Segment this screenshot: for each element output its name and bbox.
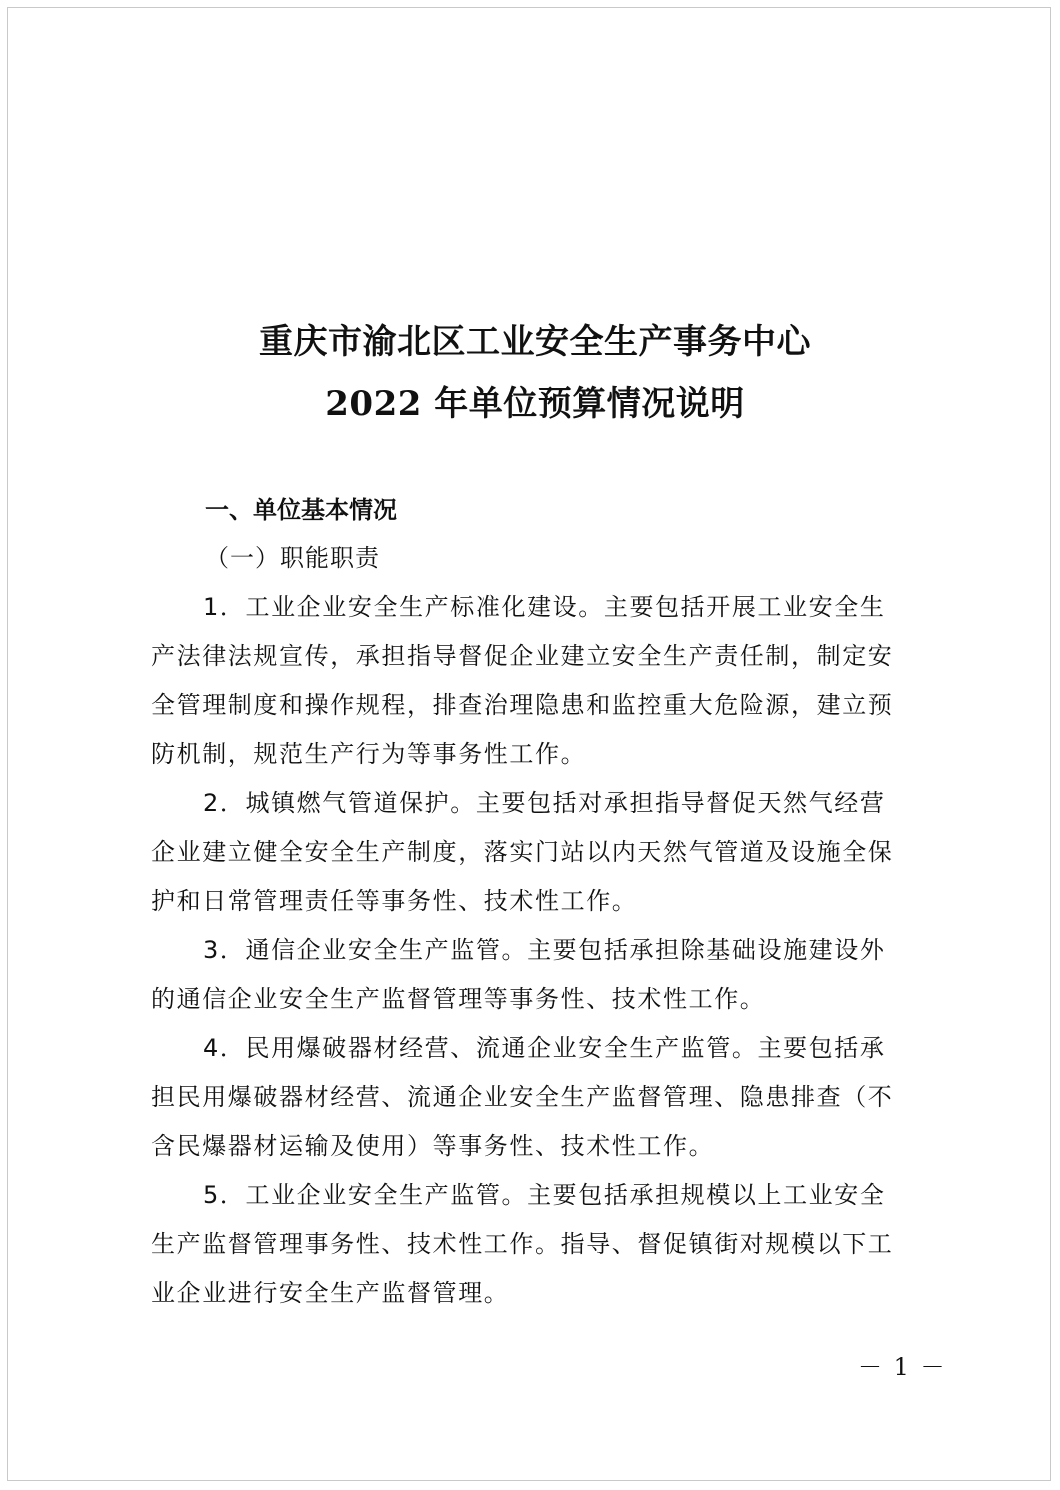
paragraph-line: 生产监督管理事务性、技术性工作。指导、督促镇街对规模以下工 (151, 1230, 894, 1258)
paragraph-line: 4．民用爆破器材经营、流通企业安全生产监管。主要包括承 (203, 1034, 886, 1062)
paragraph-line: 3．通信企业安全生产监管。主要包括承担除基础设施建设外 (203, 936, 886, 964)
paragraph-line: 护和日常管理责任等事务性、技术性工作。 (151, 887, 638, 915)
paragraph-line: 防机制，规范生产行为等事务性工作。 (151, 740, 587, 768)
paragraph-line: 含民爆器材运输及使用）等事务性、技术性工作。 (151, 1132, 715, 1160)
paragraph-line: 产法律法规宣传，承担指导督促企业建立安全生产责任制，制定安 (151, 642, 894, 670)
paragraph-line: 全管理制度和操作规程，排查治理隐患和监控重大危险源，建立预 (151, 691, 894, 719)
paragraph-line: 企业建立健全安全生产制度，落实门站以内天然气管道及设施全保 (151, 838, 894, 866)
page-number: － 1 － (858, 1353, 947, 1381)
paragraph-line: 5．工业企业安全生产监管。主要包括承担规模以上工业安全 (203, 1181, 886, 1209)
paragraph-line: 的通信企业安全生产监督管理等事务性、技术性工作。 (151, 985, 766, 1013)
document-title-line-2: 2022 年单位预算情况说明 (325, 384, 745, 424)
paragraph-line: 业企业进行安全生产监督管理。 (151, 1279, 510, 1307)
subsection-heading: （一）职能职责 (205, 544, 380, 572)
paragraph-line: 2．城镇燃气管道保护。主要包括对承担指导督促天然气经营 (203, 789, 886, 817)
document-title-line-1: 重庆市渝北区工业安全生产事务中心 (259, 322, 811, 362)
section-heading: 一、单位基本情况 (205, 496, 397, 524)
paragraph-line: 1．工业企业安全生产标准化建设。主要包括开展工业安全生 (203, 593, 886, 621)
paragraph-line: 担民用爆破器材经营、流通企业安全生产监督管理、隐患排查（不 (151, 1083, 894, 1111)
